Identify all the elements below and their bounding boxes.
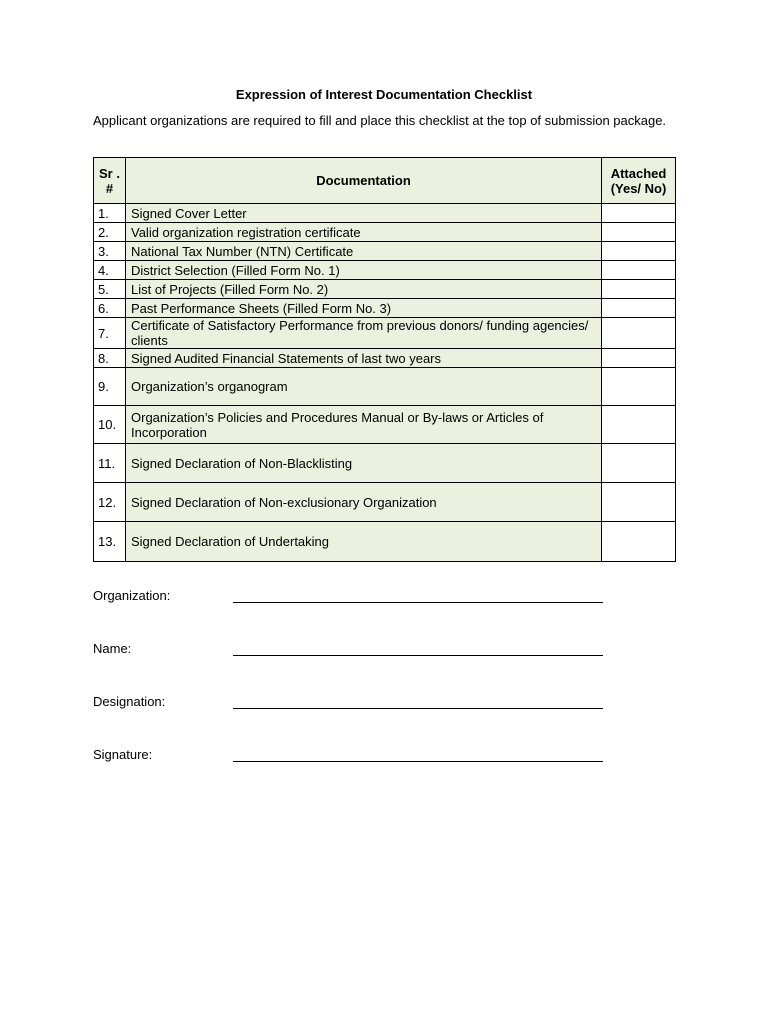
row-attached-cell[interactable]: [602, 483, 676, 522]
row-attached-cell[interactable]: [602, 299, 676, 318]
table-row: [94, 406, 676, 444]
designation-input-line[interactable]: [233, 708, 603, 709]
documentation-checklist-table: [93, 157, 676, 562]
row-documentation: Signed Declaration of Non-exclusionary Organization: [126, 483, 602, 522]
name-label: Name:: [93, 641, 132, 656]
row-sr: 9.: [94, 368, 126, 406]
name-field: [93, 641, 613, 694]
signature-field: [93, 747, 613, 800]
row-attached-cell[interactable]: [602, 261, 676, 280]
row-sr: 2.: [94, 223, 126, 242]
row-documentation: Signed Cover Letter: [126, 204, 602, 223]
table-row: [94, 261, 676, 280]
organization-field: [93, 588, 613, 641]
organization-label: Organization:: [93, 588, 171, 603]
signature-input-line[interactable]: [233, 761, 603, 762]
table-row: [94, 522, 676, 562]
header-attached: Attached (Yes/ No): [602, 158, 676, 204]
row-documentation: Valid organization registration certificate: [126, 223, 602, 242]
document-title: Expression of Interest Documentation Checklist: [235, 87, 533, 102]
row-documentation: Signed Declaration of Undertaking: [126, 522, 602, 562]
row-sr: 4.: [94, 261, 126, 280]
row-attached-cell[interactable]: [602, 242, 676, 261]
table-row: [94, 204, 676, 223]
row-sr: 3.: [94, 242, 126, 261]
row-sr: 10.: [94, 406, 126, 444]
row-sr: 7.: [94, 318, 126, 349]
row-attached-cell[interactable]: [602, 204, 676, 223]
row-documentation: Organization’s organogram: [126, 368, 602, 406]
organization-input-line[interactable]: [233, 602, 603, 603]
name-input-line[interactable]: [233, 655, 603, 656]
designation-field: [93, 694, 613, 747]
row-sr: 12.: [94, 483, 126, 522]
designation-label: Designation:: [93, 694, 166, 709]
row-attached-cell[interactable]: [602, 223, 676, 242]
table-row: [94, 223, 676, 242]
signature-fields: [93, 588, 613, 800]
row-documentation: District Selection (Filled Form No. 1): [126, 261, 602, 280]
table-row: [94, 242, 676, 261]
table-row: [94, 368, 676, 406]
table-row: [94, 280, 676, 299]
row-sr: 11.: [94, 444, 126, 483]
table-row: [94, 349, 676, 368]
row-documentation: Signed Declaration of Non-Blacklisting: [126, 444, 602, 483]
table-row: [94, 318, 676, 349]
row-documentation: List of Projects (Filled Form No. 2): [126, 280, 602, 299]
table-row: [94, 483, 676, 522]
row-sr: 1.: [94, 204, 126, 223]
row-sr: 6.: [94, 299, 126, 318]
table-row: [94, 299, 676, 318]
row-documentation: Certificate of Satisfactory Performance from previous donors/ funding agencies/ clients: [126, 318, 602, 349]
row-attached-cell[interactable]: [602, 349, 676, 368]
table-header-row: [94, 158, 676, 204]
row-sr: 5.: [94, 280, 126, 299]
row-attached-cell[interactable]: [602, 522, 676, 562]
row-documentation: Organization’s Policies and Procedures Manual or By-laws or Articles of Incorporation: [126, 406, 602, 444]
row-sr: 13.: [94, 522, 126, 562]
row-attached-cell[interactable]: [602, 368, 676, 406]
row-documentation: Signed Audited Financial Statements of last two years: [126, 349, 602, 368]
intro-paragraph: Applicant organizations are required to fill and place this checklist at the top of submission package.: [93, 113, 667, 128]
signature-label: Signature:: [93, 747, 153, 762]
row-documentation: Past Performance Sheets (Filled Form No. 3): [126, 299, 602, 318]
header-sr: Sr . #: [94, 158, 126, 204]
row-attached-cell[interactable]: [602, 318, 676, 349]
row-attached-cell[interactable]: [602, 280, 676, 299]
header-documentation: Documentation: [126, 158, 602, 204]
table-row: [94, 444, 676, 483]
row-documentation: National Tax Number (NTN) Certificate: [126, 242, 602, 261]
row-attached-cell[interactable]: [602, 406, 676, 444]
row-sr: 8.: [94, 349, 126, 368]
row-attached-cell[interactable]: [602, 444, 676, 483]
